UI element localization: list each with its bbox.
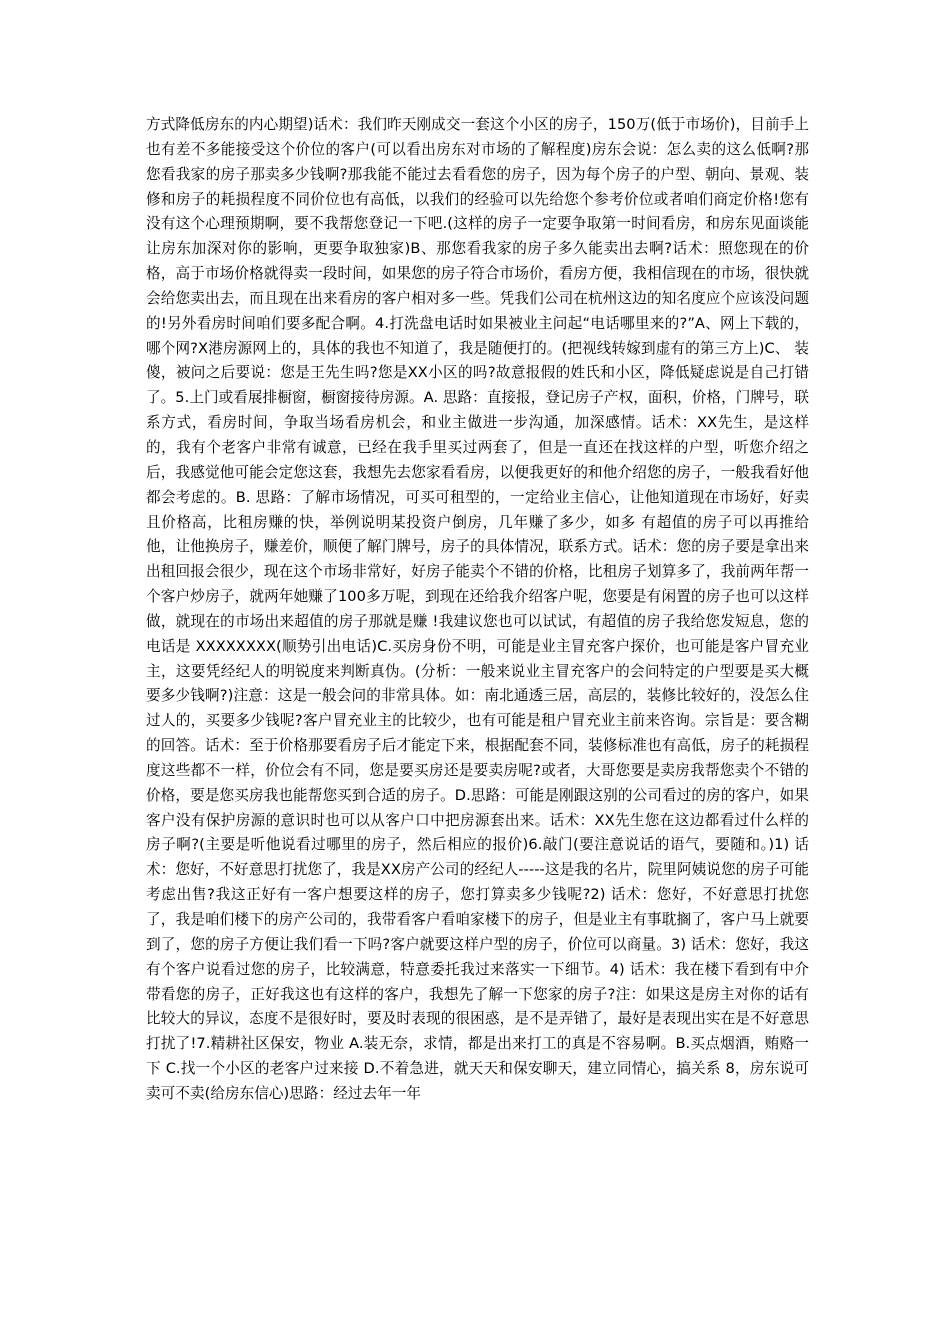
body-paragraph: 方式降低房东的内心期望)话术：我们昨天刚成交一套这个小区的房子，150万(低于市场价)，目前手上也有差不多能接受这个价位的客户(可以看出房东对市场的了解程度)房东会说：怎么卖的这么低啊?那您看我家的房子那卖多少钱啊?那我能不能过去看看您的房子，因为每个房子的户型、朝向、景观、装修和房子的耗损程度不同价位也有高低，以我们的经验可以先给您个参考价位或者咱们商定价格!您有没有这个心理预期啊，要不我帮您登记一下吧.(这样的房子一定要争取第一时间看房，和房东见面谈能让房东加深对你的影响，更要争取独家)B、那您看我家的房子多久能卖出去啊?话术：照您现在的价格，高于市场价格就得卖一段时间，如果您的房子符合市场价，看房方便，我相信现在的市场，很快就会给您卖出去，而且现在出来看房的客户相对多一些。凭我们公司在杭州这边的知名度应个应该没问题的!另外看房时间咱们要多配合啊。4.打洗盘电话时如果被业主问起“电话哪里来的?”A、网上下载的，哪个网?X港房源网上的，具体的我也不知道了，我是随便打的。(把视线转嫁到虚有的第三方上)C、 装傻，被问之后要说：您是王先生吗?您是XX小区的吗?故意报假的姓氏和小区，降低疑虑说是自己打错了。5.上门或看展排橱窗，橱窗接待房源。A. 思路：直接报，登记房子产权，面积，价格，门牌号，联系方式，看房时间，争取当场看房机会，和业主做进一步沟通，加深感情。话术：XX先生，是这样的，我有个老客户非常有诚意，已经在我手里买过两套了，但是一直还在找这样的户型，听您介绍之后，我感觉他可能会定您这套，我想先去您家看看房，以便我更好的和他介绍您的房子，一般我看好他都会考虑的。B. 思路：了解市场情况，可买可租型的，一定给业主信心，让他知道现在市场好，好卖且价格高，比租房赚的快，举例说明某投资户倒房，几年赚了多少，如多 有超值的房子可以再推给他，让他换房子，赚差价，顺便了解门牌号，房子的具体情况，联系方式。话术：您的房子要是拿出来出租回报会很少，现在这个市场非常好，好房子能卖个不错的价格，比租房子划算多了，我前两年帮一个客户炒房子，就两年她赚了100多万呢，到现在还给我介绍客户呢，您要是有闲置的房子也可以这样做，就现在的市场出来超值的房子那就是赚 !我建议您也可以试试，有超值的房子我给您发短息，您的电话是 XXXXXXXX(顺势引出电话)C.买房身份不明，可能是业主冒充客户探价，也可能是客户冒充业主，这要凭经纪人的明锐度来判断真伪。(分析：一般来说业主冒充客户的会问特定的户型要是买大概要多少钱啊?)注意：这是一般会问的非常具体。如：南北通透三居，高层的，装修比较好的，没怎么住过人的，买要多少钱呢?客户冒充业主的比较少，也有可能是租户冒充业主前来咨询。宗旨是：要含糊的回答。话术：至于价格那要看房子后才能定下来，根据配套不同，装修标准也有高低，房子的耗损程度这些都不一样，价位会有不同，您是要买房还是要卖房呢?或者，大哥您要是卖房我帮您卖个不错的价格，要是您买房我也能帮您买到合适的房子。D.思路：可能是刚跟这别的公司看过的房的客户，如果客户没有保护房源的意识时也可以从客户口中把房源套出来。话术：XX先生您在这边都看过什么样的房子啊?(主要是听他说看过哪里的房子，然后相应的报价)6.敲门(要注意说话的语气，要随和。)1) 话术：您好，不好意思打扰您了，我是XX房产公司的经纪人-----这是我的名片，院里阿姨说您的房子可能考虑出售?我这正好有一客户想要这样的房子，您打算卖多少钱呢?2) 话术：您好，不好意思打扰您了，我是咱们楼下的房产公司的，我带看客户看咱家楼下的房子，但是业主有事耽搁了，客户马上就要到了，您的房子方便让我们看一下吗?客户就要这样户型的房子，价位可以商量。3) 话术：您好，我这有个客户说看过您的房子，比较满意，特意委托我过来落实一下细节。4) 话术：我在楼下看到有中介带看您的房子，正好我这也有这样的客户，我想先了解一下您家的房子?注：如果这是房主对你的话有比较大的异议，态度不是很好时，要及时表现的很困惑，是不是弄错了，最好是表现出实在是不好意思打扰了!7.精耕社区保安，物业 A.装无奈，求情，都是出来打工的真是不容易啊。B.买点烟酒，贿赂一下 C.找一个小区的老客户过来接 D.不着急进，就天天和保安聊天，建立同情心，搞关系 8，房东说可卖可不卖(给房东信心)思路：经过去年一年 — [146, 116, 809, 1102]
